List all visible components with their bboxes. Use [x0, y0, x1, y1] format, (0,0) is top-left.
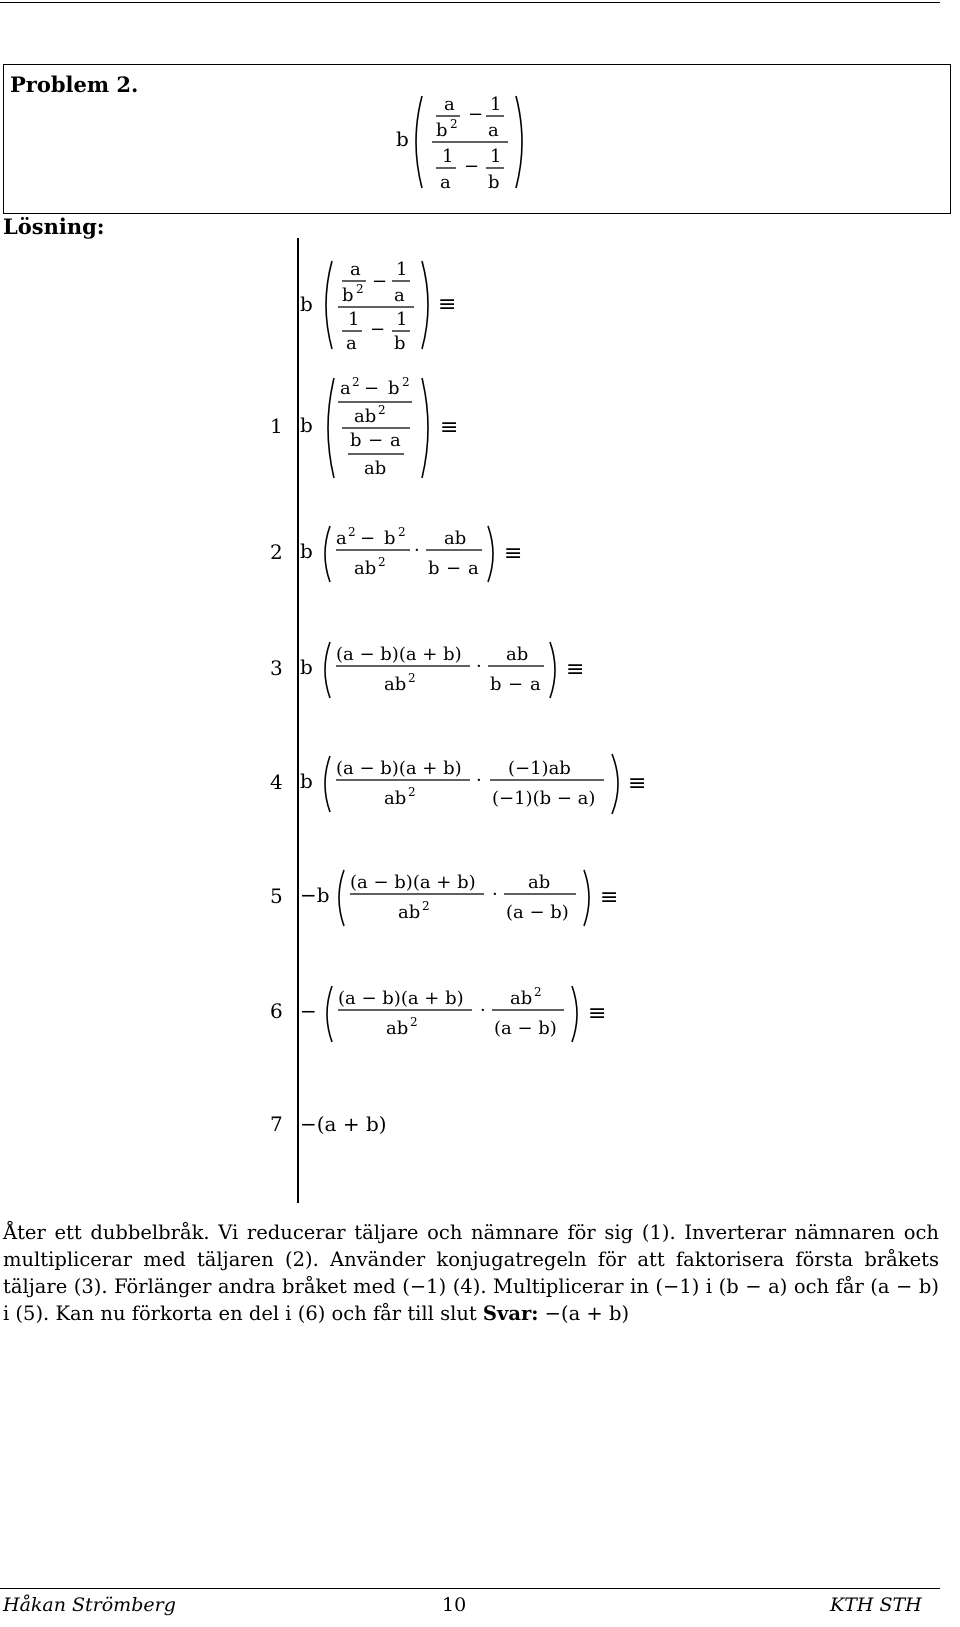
svg-text:(−1)(b − a): (−1)(b − a) [492, 788, 596, 809]
svg-text:b: b [350, 430, 362, 451]
step-number-1: 1 [270, 414, 283, 438]
svg-text:−: − [364, 378, 380, 399]
svg-text:a: a [468, 558, 479, 579]
svg-text:2: 2 [410, 1015, 418, 1029]
svg-text:1: 1 [396, 309, 408, 330]
svg-text:b: b [490, 674, 502, 695]
svg-text:·: · [476, 656, 482, 677]
svg-text:a: a [336, 528, 347, 549]
derivation-line-5 [298, 864, 638, 932]
answer-label: Svar: [482, 1302, 539, 1325]
svg-text:≡: ≡ [600, 885, 619, 910]
svg-text:ab: ab [528, 872, 551, 893]
svg-text:2: 2 [356, 282, 364, 296]
svg-text:a: a [340, 378, 351, 399]
footer-rule [0, 1588, 940, 1589]
step-number-5: 5 [270, 884, 283, 908]
svg-text:≡: ≡ [566, 657, 585, 682]
svg-text:(−1)ab: (−1)ab [508, 758, 571, 779]
svg-text:a: a [346, 333, 357, 354]
svg-text:(a − b)(a + b): (a − b)(a + b) [350, 872, 476, 893]
step-number-2: 2 [270, 540, 283, 564]
svg-text:(a − b): (a − b) [494, 1018, 557, 1039]
svg-text:1: 1 [490, 146, 502, 167]
svg-text:a: a [390, 430, 401, 451]
svg-text:−: − [370, 319, 386, 340]
svg-text:b: b [384, 528, 396, 549]
svg-text:ab: ab [384, 674, 407, 695]
svg-text:1: 1 [396, 259, 408, 280]
svg-text:b: b [394, 333, 406, 354]
svg-text:b: b [300, 292, 313, 316]
step-number-6: 6 [270, 999, 283, 1023]
svg-text:−b: −b [300, 883, 330, 907]
final-expression: −(a + b) [300, 1112, 387, 1136]
svg-text:−: − [468, 104, 484, 125]
derivation-line-3 [298, 636, 598, 702]
svg-text:2: 2 [398, 525, 406, 539]
step-number-7: 7 [270, 1112, 283, 1136]
svg-text:2: 2 [450, 117, 458, 131]
svg-text:(a − b)(a + b): (a − b)(a + b) [336, 644, 462, 665]
svg-text:b: b [388, 378, 400, 399]
derivation-line-6 [298, 980, 618, 1048]
svg-text:2: 2 [422, 899, 430, 913]
svg-text:a: a [530, 674, 541, 695]
svg-text:·: · [492, 884, 498, 905]
svg-text:1: 1 [348, 309, 360, 330]
svg-text:−: − [300, 999, 317, 1023]
svg-text:b: b [300, 769, 313, 793]
derivation-line-1 [298, 372, 478, 482]
derivation-line-0 [298, 255, 478, 355]
svg-text:−: − [464, 156, 480, 177]
svg-text:2: 2 [402, 375, 410, 389]
derivation-line-4 [298, 750, 658, 818]
svg-text:1: 1 [490, 94, 502, 115]
svg-text:ab: ab [398, 902, 421, 923]
svg-text:1: 1 [442, 146, 454, 167]
svg-text:b: b [396, 127, 409, 151]
problem-formula [392, 86, 532, 198]
svg-text:a: a [440, 172, 451, 193]
svg-text:2: 2 [348, 525, 356, 539]
svg-text:b: b [300, 539, 313, 563]
svg-text:ab: ab [506, 644, 529, 665]
svg-text:≡: ≡ [440, 415, 459, 440]
svg-text:−: − [446, 558, 462, 579]
problem-title: Problem 2. [10, 72, 139, 97]
svg-text:ab: ab [444, 528, 467, 549]
solution-label: Lösning: [3, 214, 105, 239]
svg-text:b: b [428, 558, 440, 579]
svg-text:b: b [300, 655, 313, 679]
svg-text:(a − b): (a − b) [506, 902, 569, 923]
svg-text:a: a [394, 285, 405, 306]
explanation-paragraph [3, 1219, 939, 1327]
svg-text:b: b [488, 172, 500, 193]
footer-author: Håkan Strömberg [3, 1594, 176, 1616]
svg-text:−: − [508, 674, 524, 695]
svg-text:a: a [444, 94, 455, 115]
svg-text:2: 2 [534, 985, 542, 999]
answer-value: −(a + b) [544, 1302, 630, 1325]
svg-text:ab: ab [354, 558, 377, 579]
svg-text:−: − [372, 271, 388, 292]
svg-text:ab: ab [364, 458, 387, 479]
svg-text:b: b [342, 285, 354, 306]
top-rule [0, 2, 940, 3]
svg-text:2: 2 [408, 671, 416, 685]
svg-text:−: − [360, 528, 376, 549]
svg-text:ab: ab [510, 988, 533, 1009]
svg-text:(a − b)(a + b): (a − b)(a + b) [336, 758, 462, 779]
svg-text:b: b [300, 413, 313, 437]
svg-text:a: a [488, 120, 499, 141]
step-number-4: 4 [270, 770, 283, 794]
step-number-3: 3 [270, 656, 283, 680]
svg-text:ab: ab [384, 788, 407, 809]
svg-text:·: · [414, 540, 420, 561]
svg-text:ab: ab [354, 406, 377, 427]
svg-text:ab: ab [386, 1018, 409, 1039]
footer-page-number: 10 [442, 1594, 467, 1616]
explanation-text: Åter ett dubbelbråk. Vi reducerar täljare och nämnare för sig (1). Inverterar nämnaren och multiplicerar med täljaren (2). Använder konjugatregeln för att faktorisera första bråkets täljare (3). Förlänger andra bråket med (−1) (4). Multiplicerar in (−1) i (b − a) och får (a − b) i (5). Kan nu förkorta en del i (6) och får till slut [3, 1221, 939, 1325]
svg-text:·: · [480, 1000, 486, 1021]
svg-text:a: a [350, 259, 361, 280]
derivation-line-2 [298, 520, 538, 586]
svg-text:·: · [476, 770, 482, 791]
svg-text:b: b [436, 120, 448, 141]
svg-text:≡: ≡ [628, 771, 647, 796]
svg-text:(a − b)(a + b): (a − b)(a + b) [338, 988, 464, 1009]
footer-institution: KTH STH [830, 1594, 922, 1616]
svg-text:−: − [368, 430, 384, 451]
svg-text:2: 2 [378, 555, 386, 569]
svg-text:2: 2 [378, 403, 386, 417]
svg-text:2: 2 [408, 785, 416, 799]
svg-text:≡: ≡ [588, 1001, 607, 1026]
svg-text:≡: ≡ [504, 541, 523, 566]
svg-text:2: 2 [352, 375, 360, 389]
svg-text:≡: ≡ [438, 292, 457, 317]
